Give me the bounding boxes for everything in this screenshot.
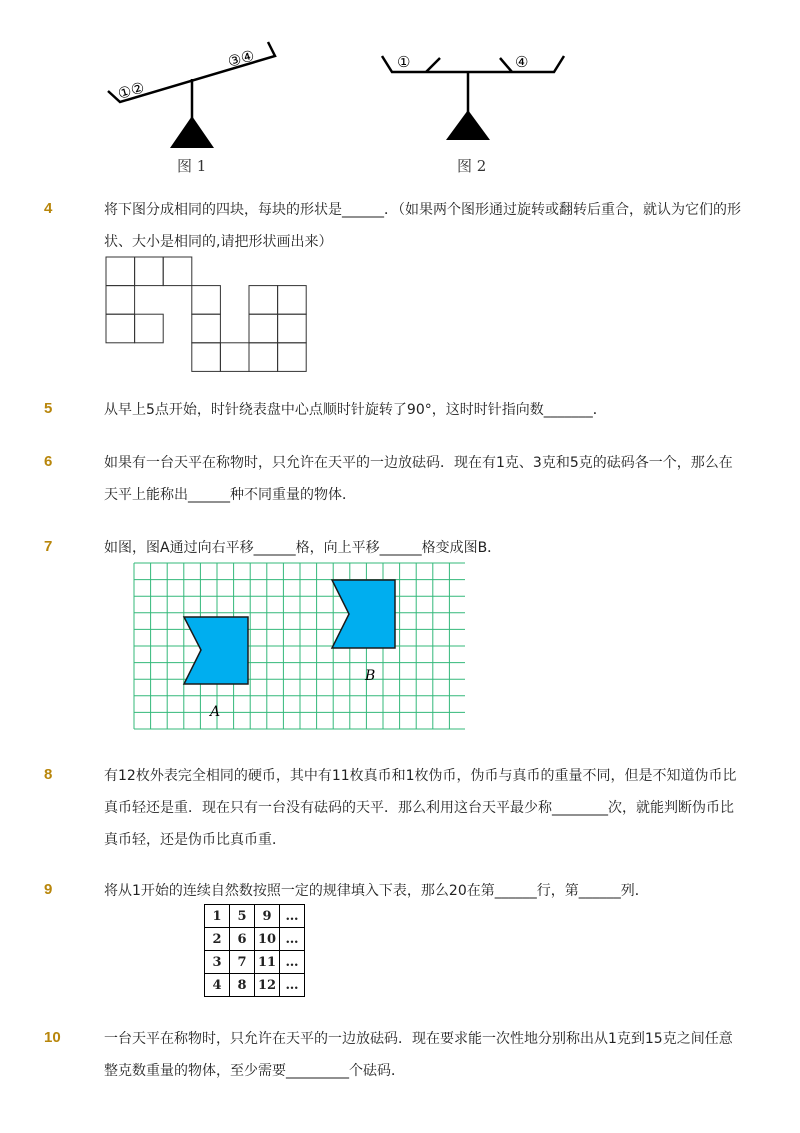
shape-b-label: B <box>365 668 376 684</box>
question-number: 10 <box>44 1029 61 1046</box>
table-cell: … <box>280 974 305 997</box>
table-row <box>205 951 305 974</box>
figure-1-caption: 图 1 <box>177 157 207 175</box>
table-cell: 12 <box>255 974 280 997</box>
table-cell: … <box>280 905 305 928</box>
division-grid-figure <box>105 256 310 374</box>
question-number: 4 <box>44 200 53 217</box>
number-table <box>204 904 305 997</box>
square-grid <box>134 563 465 729</box>
question-number: 7 <box>44 538 53 555</box>
question-text: 将从1开始的连续自然数按照一定的规律填入下表，那么20在第______行，第______列． <box>104 883 649 899</box>
table-cell: 3 <box>205 951 230 974</box>
right-pan-label: ③④ <box>225 46 257 71</box>
question-number: 8 <box>44 766 53 783</box>
left-pan-label: ①② <box>115 78 147 103</box>
figure-2-caption: 图 2 <box>457 157 487 175</box>
question-number: 5 <box>44 400 53 417</box>
table-cell: 9 <box>255 905 280 928</box>
question-text: 如果有一台天平在称物时，只允许在天平的一边放砝码．现在有1克、3克和5克的砝码各一个，那么在天平上能称出______种不同重量的物体． <box>104 455 733 503</box>
balance-base <box>170 116 214 148</box>
table-cell: 2 <box>205 928 230 951</box>
translation-grid-figure <box>133 562 465 740</box>
shape-b <box>332 580 395 648</box>
question-text: 将下图分成相同的四块，每块的形状是______．（如果两个图形通过旋转或翻转后重合，就认为它们的形状、大小是相同的,请把形状画出来） <box>104 202 741 250</box>
table-cell: 11 <box>255 951 280 974</box>
balance-figure-1 <box>100 36 280 166</box>
table-cell: 1 <box>205 905 230 928</box>
right-pan-edge <box>500 58 512 72</box>
left-pan-edge <box>426 58 440 72</box>
right-pan-label: ④ <box>515 53 529 71</box>
balance-base <box>446 110 490 140</box>
table-cell: 6 <box>230 928 255 951</box>
table-cell: 10 <box>255 928 280 951</box>
shape-a <box>184 617 248 684</box>
table-cell: 4 <box>205 974 230 997</box>
question-text: 从早上5点开始，时针绕表盘中心点顺时针旋转了90°，这时时针指向数_______． <box>104 402 607 418</box>
question-number: 6 <box>44 453 53 470</box>
table-cell: … <box>280 928 305 951</box>
table-cell: … <box>280 951 305 974</box>
question-text: 有12枚外表完全相同的硬币，其中有11枚真币和1枚伪币，伪币与真币的重量不同，但是不知道伪币比真币轻还是重．现在只有一台没有砝码的天平．那么利用这台天平最少称________次，就能判断伪币比真币轻，还是伪币比真币重． <box>104 768 737 848</box>
question-text: 一台天平在称物时，只允许在天平的一边放砝码．现在要求能一次性地分别称出从1克到15克之间任意整克数重量的物体，至少需要_________个砝码． <box>104 1031 733 1079</box>
table-row <box>205 974 305 997</box>
balance-figure-2 <box>380 50 570 150</box>
table-cell: 8 <box>230 974 255 997</box>
left-pan-label: ① <box>397 53 411 71</box>
table-row <box>205 905 305 928</box>
question-number: 9 <box>44 881 53 898</box>
table-row <box>205 928 305 951</box>
table-cell: 5 <box>230 905 255 928</box>
shape-a-label: A <box>210 704 221 720</box>
table-cell: 7 <box>230 951 255 974</box>
question-text: 如图，图A通过向右平移______格，向上平移______格变成图B． <box>104 540 502 556</box>
